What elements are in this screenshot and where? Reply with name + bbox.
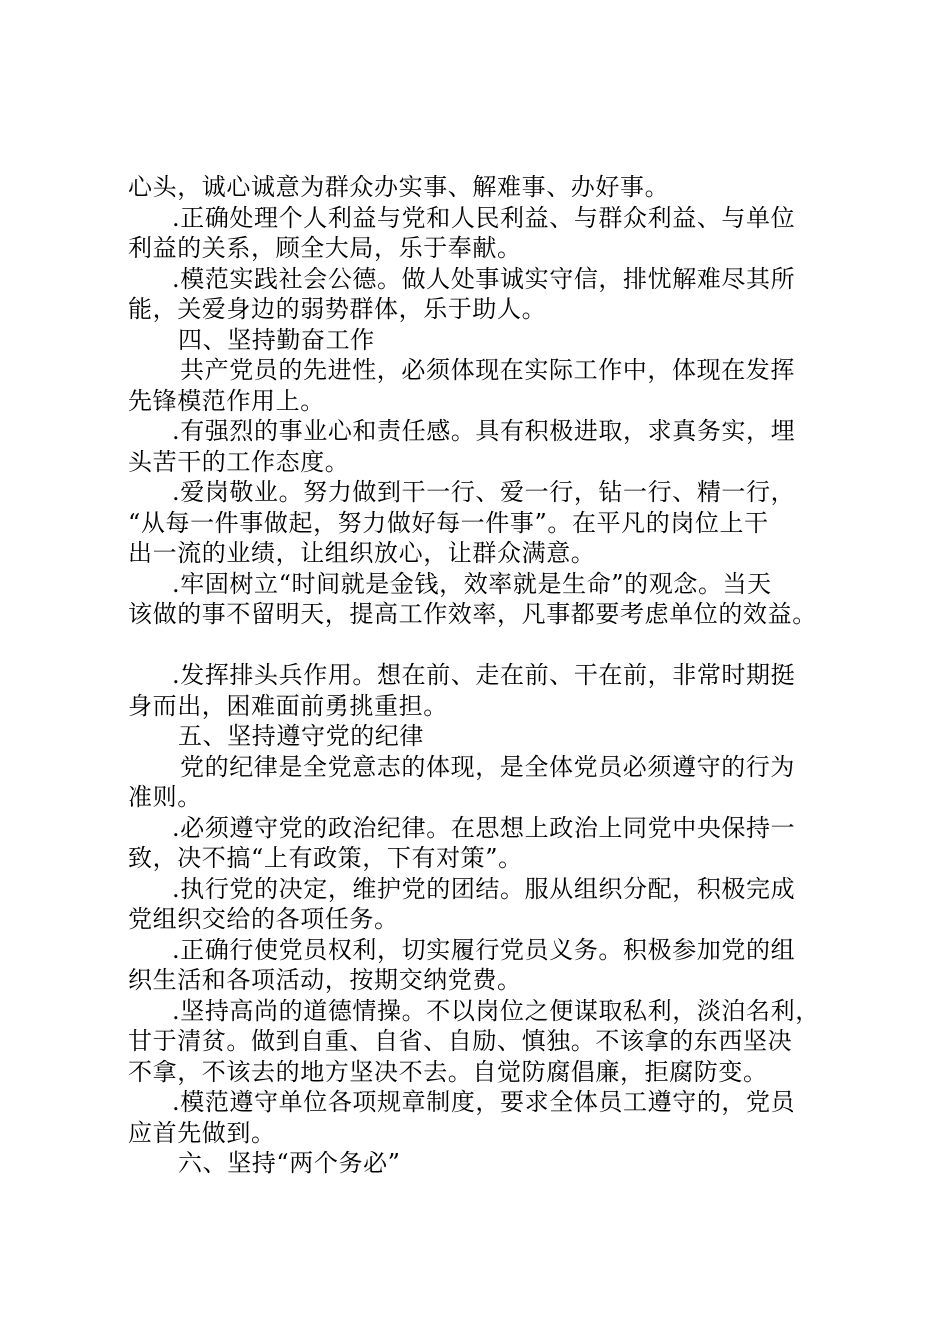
list-item-line: .模范实践社会公德。做人处事诚实守信，排忧解难尽其所 <box>172 264 796 293</box>
list-item-line: .坚持高尚的道德情操。不以岗位之便谋取私利，淡泊名利， <box>172 996 820 1025</box>
text-line: 应首先做到。 <box>128 1118 276 1147</box>
list-item-line: .正确处理个人利益与党和人民利益、与群众利益、与单位 <box>172 203 796 232</box>
list-item-line: .牢固树立“时间就是金钱，效率就是生命”的观念。当天 <box>172 569 772 598</box>
text-line: 头苦干的工作态度。 <box>128 447 350 476</box>
text-line: 党组织交给的各项任务。 <box>128 905 399 933</box>
text-line: 身而出，困难面前勇挑重担。 <box>128 691 448 720</box>
text-line: 不拿，不该去的地方坚决不去。自觉防腐倡廉，拒腐防变。 <box>128 1057 768 1086</box>
text-line: “从每一件事做起，努力做好每一件事”。在平凡的岗位上干 <box>128 508 769 537</box>
list-item-line: .爱岗敬业。努力做到干一行、爱一行，钻一行、精一行， <box>172 478 796 506</box>
document-body <box>128 172 848 1179</box>
text-line: 致，决不搞“上有政策，下有对策”。 <box>128 844 523 872</box>
list-item-line: .模范遵守单位各项规章制度，要求全体员工遵守的，党员 <box>172 1088 796 1116</box>
list-item-line: .发挥排头兵作用。想在前、走在前、干在前，非常时期挺 <box>172 661 796 689</box>
text-line: 出一流的业绩，让组织放心，让群众满意。 <box>128 539 596 567</box>
text-line: 先锋模范作用上。 <box>128 386 325 415</box>
section-heading: 六、坚持“两个务必” <box>178 1149 401 1177</box>
list-item-line: .正确行使党员权利，切实履行党员义务。积极参加党的组 <box>172 935 796 964</box>
text-line: 该做的事不留明天，提高工作效率，凡事都要考虑单位的效益。 <box>128 600 817 628</box>
section-heading: 四、坚持勤奋工作 <box>178 325 375 354</box>
paragraph-line: 党的纪律是全党意志的体现，是全体党员必须遵守的行为 <box>180 752 795 781</box>
text-line: 准则。 <box>128 783 202 811</box>
list-item-line: .必须遵守党的政治纪律。在思想上政治上同党中央保持一 <box>172 813 796 842</box>
blank-line <box>128 630 848 661</box>
text-line: 利益的关系，顾全大局，乐于奉献。 <box>128 234 522 262</box>
text-line: 织生活和各项活动，按期交纳党费。 <box>128 966 522 994</box>
text-line: 能，关爱身边的弱势群体，乐于助人。 <box>128 295 547 323</box>
text-line: 心头，诚心诚意为群众办实事、解难事、办好事。 <box>128 173 670 201</box>
text-line: 甘于清贫。做到自重、自省、自励、慎独。不该拿的东西坚决 <box>128 1027 793 1055</box>
section-heading: 五、坚持遵守党的纪律 <box>178 722 424 750</box>
paragraph-line: 共产党员的先进性，必须体现在实际工作中，体现在发挥 <box>180 356 795 384</box>
list-item-line: .有强烈的事业心和责任感。具有积极进取，求真务实，埋 <box>172 417 796 445</box>
list-item-line: .执行党的决定，维护党的团结。服从组织分配，积极完成 <box>172 874 796 903</box>
